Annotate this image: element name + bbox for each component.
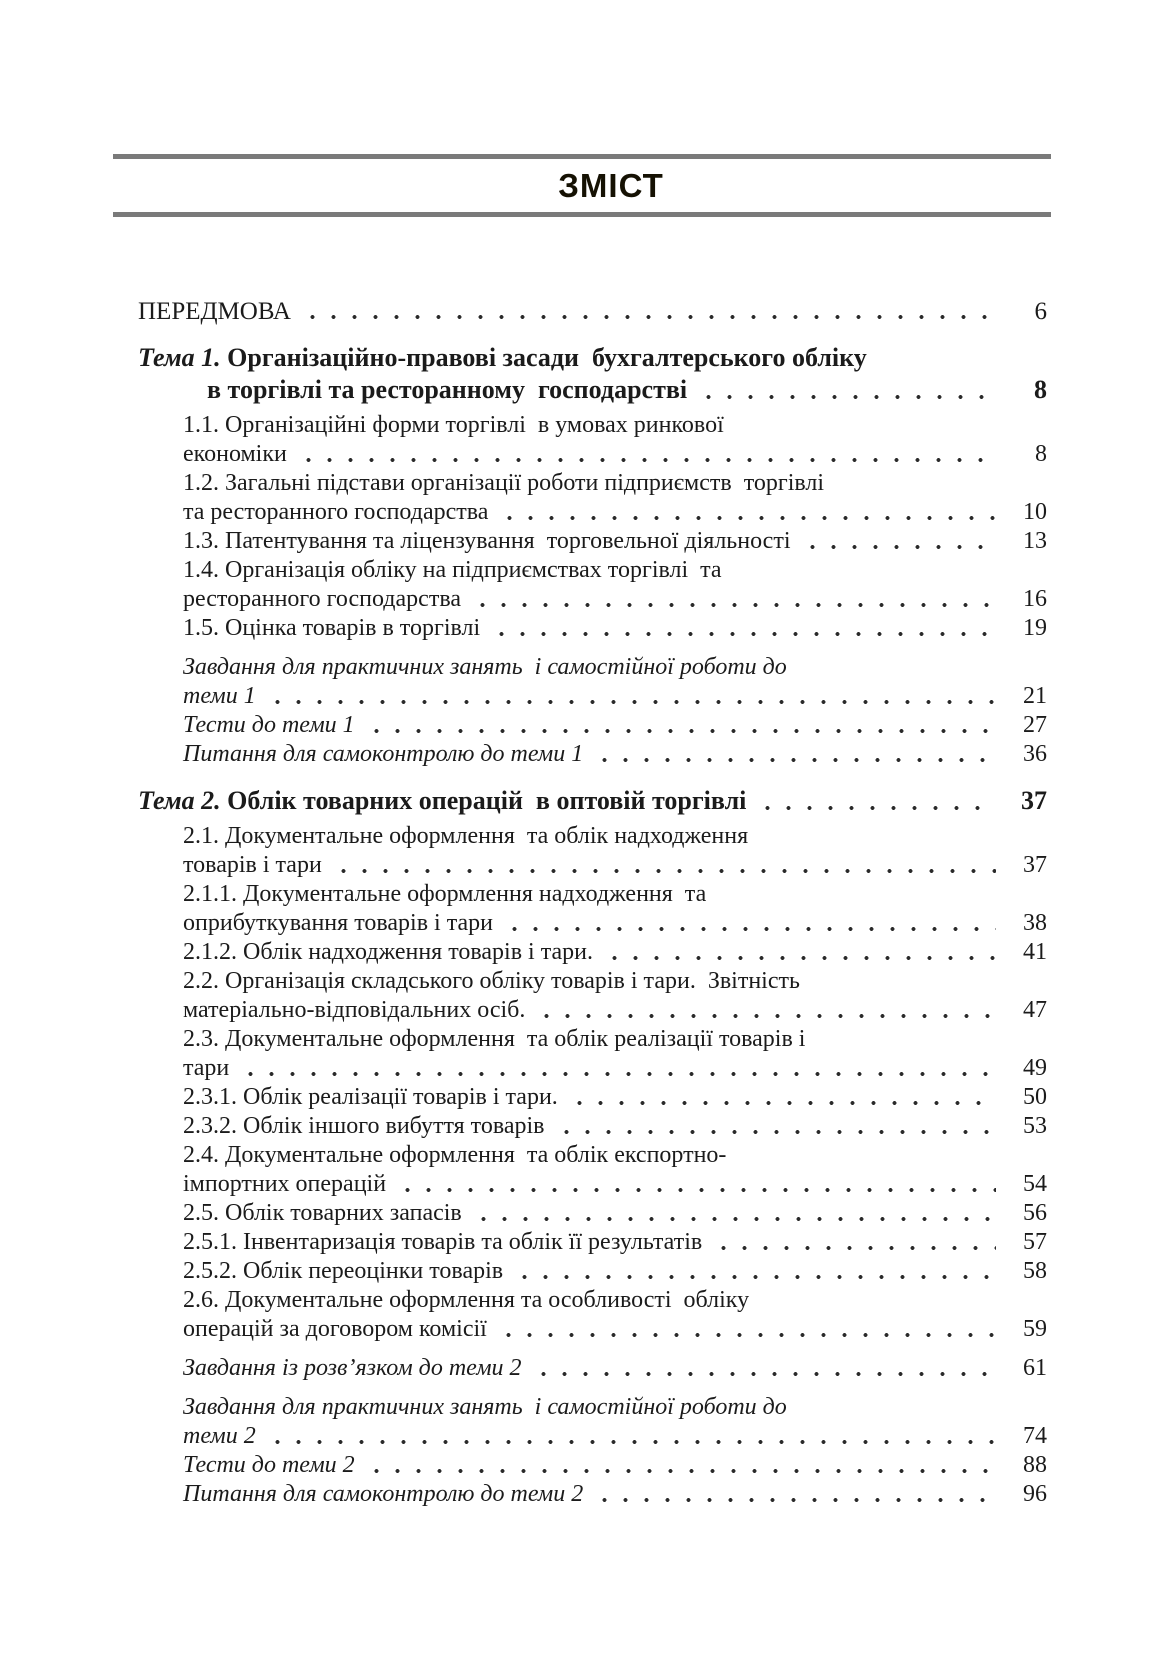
page-number: 88 — [1023, 1452, 1047, 1478]
entry-line — [183, 909, 1051, 938]
entry-text: Питання для самоконтролю до теми 1 — [183, 741, 584, 767]
entry-text: та ресторанного господарства — [183, 499, 489, 525]
entry-text: імпортних операцій — [183, 1171, 387, 1197]
entry-text: 2.5.2. Облік переоцінки товарів — [183, 1258, 504, 1284]
entry-text: 1.4. Організація обліку на підприємствах торгівлі та — [183, 557, 722, 583]
entry-text: ПЕРЕДМОВА — [138, 298, 291, 325]
entry-line — [183, 851, 1051, 880]
entry-text: 2.1.2. Облік надходження товарів і тари. — [183, 939, 593, 965]
dot-leader — [497, 498, 996, 527]
entry-line — [183, 653, 1051, 682]
dot-leader — [531, 1354, 996, 1383]
toc-entry — [113, 1257, 1051, 1286]
entry-line — [183, 1083, 1051, 1112]
toc-entry — [113, 1393, 1051, 1451]
entry-text: 1.3. Патентування та ліцензування торговельної діяльності — [183, 528, 791, 554]
page-number: 10 — [1023, 499, 1047, 525]
dot-leader — [502, 909, 996, 938]
page-number: 56 — [1023, 1200, 1047, 1226]
page-number: 58 — [1023, 1258, 1047, 1284]
toc-entry — [113, 967, 1051, 1025]
entry-text: Завдання із розв’язком до теми 2 — [183, 1355, 522, 1381]
entry-line — [183, 1257, 1051, 1286]
dot-leader — [567, 1083, 996, 1112]
entry-line — [183, 938, 1051, 967]
entry-text: 1.2. Загальні підстави організації роботи підприємств торгівлі — [183, 470, 825, 496]
page-number: 38 — [1023, 910, 1047, 936]
entry-text: 1.5. Оцінка товарів в торгівлі — [183, 615, 481, 641]
toc-entry — [113, 880, 1051, 938]
entry-line — [183, 411, 1051, 440]
toc-entry — [113, 711, 1051, 740]
toc-entry — [113, 1141, 1051, 1199]
entry-line — [183, 682, 1051, 711]
theme-label: Тема 2. — [138, 786, 228, 815]
page-title: ЗМІСТ — [558, 167, 664, 204]
entry-text: 1.1. Організаційні форми торгівлі в умовах ринкової — [183, 412, 724, 438]
toc-entry — [113, 1112, 1051, 1141]
page-number: 59 — [1023, 1316, 1047, 1342]
entry-text: 2.6. Документальне оформлення та особливості обліку — [183, 1287, 750, 1313]
entry-line — [183, 996, 1051, 1025]
entry-line — [138, 342, 1051, 374]
entry-text: теми 1 — [183, 683, 256, 709]
dot-leader — [534, 996, 996, 1025]
toc-entry — [113, 1025, 1051, 1083]
page-number: 16 — [1023, 586, 1047, 612]
entry-line — [183, 440, 1051, 469]
entry-line — [183, 740, 1051, 769]
entry-line — [183, 1393, 1051, 1422]
entry-text: 2.5. Облік товарних запасів — [183, 1200, 462, 1226]
toc-entry — [113, 785, 1051, 817]
dot-leader — [300, 297, 996, 326]
page-number: 47 — [1023, 997, 1047, 1023]
entry-line — [183, 1112, 1051, 1141]
toc-entry — [113, 1083, 1051, 1112]
dot-leader — [489, 614, 996, 643]
dot-leader — [364, 1451, 996, 1480]
dot-leader — [364, 711, 996, 740]
dot-leader — [331, 851, 996, 880]
dot-leader — [696, 374, 996, 406]
entry-line — [183, 1286, 1051, 1315]
page-number: 41 — [1023, 939, 1047, 965]
page-number: 6 — [1034, 298, 1047, 325]
page-number: 37 — [1023, 852, 1047, 878]
entry-line — [138, 785, 1051, 817]
dot-leader — [512, 1257, 996, 1286]
page-number: 8 — [1035, 441, 1047, 467]
toc-entry — [113, 1199, 1051, 1228]
entry-text: 2.3.1. Облік реалізації товарів і тари. — [183, 1084, 558, 1110]
dot-leader — [471, 1199, 996, 1228]
page-number: 74 — [1023, 1423, 1047, 1449]
toc-entry — [113, 297, 1051, 326]
entry-line — [138, 374, 1051, 406]
entry-line — [183, 1199, 1051, 1228]
toc-entry — [113, 938, 1051, 967]
dot-leader — [592, 1480, 996, 1509]
page-number: 57 — [1023, 1229, 1047, 1255]
entry-text: 2.2. Організація складського обліку товарів і тари. Звітність — [183, 968, 800, 994]
page-number: 13 — [1023, 528, 1047, 554]
entry-line — [183, 1170, 1051, 1199]
entry-line — [183, 1025, 1051, 1054]
toc-entry — [113, 740, 1051, 769]
page-number: 8 — [1034, 375, 1047, 404]
entry-text: 2.3.2. Облік іншого вибуття товарів — [183, 1113, 545, 1139]
entry-text: Тема 2. Облік товарних операцій в оптовій торгівлі — [138, 786, 747, 815]
entry-line — [183, 1315, 1051, 1344]
entry-text: 2.3. Документальне оформлення та облік реалізації товарів і — [183, 1026, 806, 1052]
dot-leader — [592, 740, 996, 769]
entry-line — [183, 967, 1051, 996]
entry-line — [183, 1480, 1051, 1509]
dot-leader — [296, 440, 996, 469]
entry-line — [183, 527, 1051, 556]
toc-entry — [113, 1451, 1051, 1480]
toc-entry — [113, 411, 1051, 469]
entry-text: оприбуткування товарів і тари — [183, 910, 493, 936]
dot-leader — [554, 1112, 997, 1141]
entry-line — [183, 1141, 1051, 1170]
page-number: 49 — [1023, 1055, 1047, 1081]
entry-line — [183, 469, 1051, 498]
dot-leader — [265, 682, 996, 711]
toc-list — [113, 297, 1051, 1509]
toc-entry — [113, 1354, 1051, 1383]
toc-entry — [113, 614, 1051, 643]
entry-text: товарів і тари — [183, 852, 322, 878]
entry-line — [138, 297, 1051, 326]
dot-leader — [755, 785, 996, 817]
entry-text: 2.1.1. Документальне оформлення надходження та — [183, 881, 707, 907]
entry-text: економіки — [183, 441, 287, 467]
dot-leader — [238, 1054, 996, 1083]
toc-entry — [113, 1480, 1051, 1509]
bottom-rule — [113, 212, 1051, 217]
toc-entry — [113, 653, 1051, 711]
entry-line — [183, 880, 1051, 909]
theme-label: Тема 1. — [138, 343, 228, 372]
entry-text: в торгівлі та ресторанному господарстві — [207, 375, 688, 404]
entry-text: Тести до теми 1 — [183, 712, 355, 738]
entry-text: 2.4. Документальне оформлення та облік експортно- — [183, 1142, 727, 1168]
dot-leader — [711, 1228, 996, 1257]
entry-line — [183, 498, 1051, 527]
page-number: 96 — [1023, 1481, 1047, 1507]
dot-leader — [602, 938, 996, 967]
entry-text: Завдання для практичних занять і самостійної роботи до — [183, 1394, 787, 1420]
toc-entry — [113, 469, 1051, 527]
page-number: 36 — [1023, 741, 1047, 767]
entry-line — [183, 1422, 1051, 1451]
entry-text: 2.5.1. Інвентаризація товарів та облік її результатів — [183, 1229, 703, 1255]
entry-text: операцій за договором комісії — [183, 1316, 487, 1342]
entry-text: тари — [183, 1055, 230, 1081]
contents-block — [113, 154, 1051, 1509]
page-number: 21 — [1023, 683, 1047, 709]
toc-entry — [113, 822, 1051, 880]
entry-text: теми 2 — [183, 1423, 256, 1449]
page-number: 53 — [1023, 1113, 1047, 1139]
entry-text: Тести до теми 2 — [183, 1452, 355, 1478]
page-number: 27 — [1023, 712, 1047, 738]
entry-line — [183, 585, 1051, 614]
entry-text: Тема 1. Організаційно-правові засади бухгалтерського обліку — [138, 343, 867, 372]
entry-text: ресторанного господарства — [183, 586, 461, 612]
entry-line — [183, 1451, 1051, 1480]
toc-entry — [113, 527, 1051, 556]
dot-leader — [395, 1170, 996, 1199]
toc-entry — [113, 556, 1051, 614]
page-number: 37 — [1021, 786, 1047, 815]
page-number: 19 — [1023, 615, 1047, 641]
entry-text: матеріально-відповідальних осіб. — [183, 997, 526, 1023]
entry-line — [183, 822, 1051, 851]
page-number: 50 — [1023, 1084, 1047, 1110]
toc-entry — [113, 342, 1051, 406]
entry-line — [183, 556, 1051, 585]
dot-leader — [496, 1315, 996, 1344]
toc-entry — [113, 1228, 1051, 1257]
entry-line — [183, 614, 1051, 643]
entry-line — [183, 1228, 1051, 1257]
entry-line — [183, 711, 1051, 740]
page-number: 54 — [1023, 1171, 1047, 1197]
dot-leader — [800, 527, 997, 556]
entry-text: Завдання для практичних занять і самостійної роботи до — [183, 654, 787, 680]
page-number: 61 — [1023, 1355, 1047, 1381]
toc-entry — [113, 1286, 1051, 1344]
entry-line — [183, 1054, 1051, 1083]
entry-text: Питання для самоконтролю до теми 2 — [183, 1481, 584, 1507]
entry-text: 2.1. Документальне оформлення та облік надходження — [183, 823, 749, 849]
entry-line — [183, 1354, 1051, 1383]
dot-leader — [265, 1422, 996, 1451]
dot-leader — [470, 585, 996, 614]
